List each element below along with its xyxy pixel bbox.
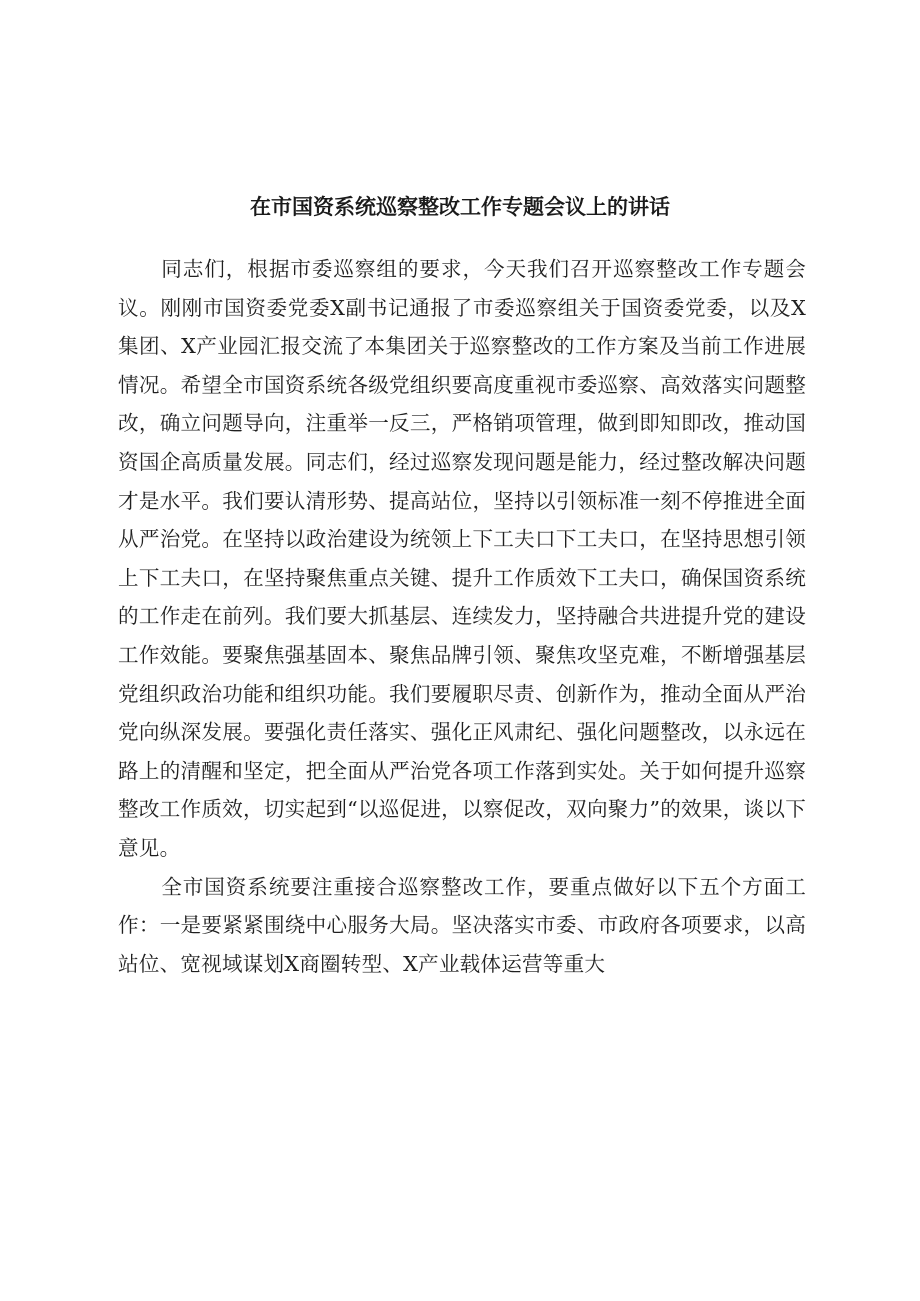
speech-title: 在市国资系统巡察整改工作专题会议上的讲话 xyxy=(250,195,670,219)
paragraph-opening: 同志们，根据市委巡察组的要求，今天我们召开巡察整改工作专题会议。刚刚市国资委党委X副书记通报了市委巡察组关于国资委党委，以及X集团、X产业园汇报交流了本集团关于巡察整改的工作方案及当前工作进展情况。希望全市国资系统各级党组织要高度重视市委巡察、高效落实问题整改，确立问题导向，注重举一反三，严格销项管理，做到即知即改，推动国资国企高质量发展。同志们，经过巡察发现问题是能力，经过整改解决问题才是水平。我们要认清形势、提高站位，坚持以引领标准一刻不停推进全面从严治党。在坚持以政治建设为统领上下工夫口下工夫口，在坚持思想引领上下工夫口，在坚持聚焦重点关键、提升工作质效下工夫口，确保国资系统的工作走在前列。我们要大抓基层、连续发力，坚持融合共进提升党的建设工作效能。要聚焦强基固本、聚焦品牌引领、聚焦攻坚克难，不断增强基层党组织政治功能和组织功能。我们要履职尽责、创新作为，推动全面从严治党向纵深发展。要强化责任落实、强化正风肃纪、强化问题整改，以永远在路上的清醒和坚定，把全面从严治党各项工作落到实处。关于如何提升巡察整改工作质效，切实起到“以巡促进，以察促改，双向聚力”的效果，谈以下意见。 xyxy=(118,257,806,860)
speech-body xyxy=(118,250,806,983)
paragraph-five-aspects: 全市国资系统要注重接合巡察整改工作，要重点做好以下五个方面工作：一是要紧紧围绕中心服务大局。坚决落实市委、市政府各项要求，以高站位、宽视域谋划X商圈转型、X产业载体运营等重大 xyxy=(118,874,806,976)
